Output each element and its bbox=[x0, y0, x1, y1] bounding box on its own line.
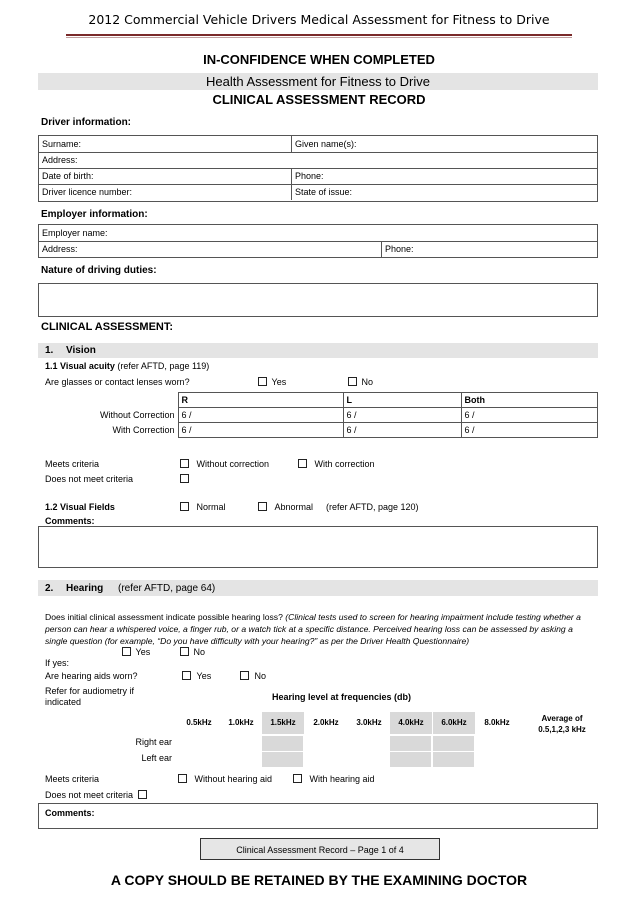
right-ear-4-0kHz-cell[interactable] bbox=[390, 735, 432, 751]
frequency-header: 2.0kHz bbox=[313, 718, 339, 727]
driver-heading: Driver information: bbox=[41, 117, 132, 128]
refer-audiometry bbox=[45, 686, 134, 708]
aids-no-label: No bbox=[254, 671, 267, 681]
glasses-yes-label: Yes bbox=[271, 377, 287, 387]
fields-abnormal-label: Abnormal bbox=[274, 502, 314, 512]
left-ear-0-5kHz-cell[interactable] bbox=[178, 751, 220, 767]
frequency-header: 8.0kHz bbox=[484, 718, 510, 727]
hearing-loss-yes-checkbox[interactable] bbox=[122, 647, 131, 656]
without-aid-option[interactable] bbox=[178, 774, 272, 784]
with-aid-option[interactable] bbox=[293, 774, 375, 784]
left-ear-label: Left ear bbox=[141, 753, 172, 763]
hearing-ref: (refer AFTD, page 64) bbox=[118, 583, 216, 594]
with-aid-checkbox[interactable] bbox=[293, 774, 302, 783]
without-correction-label: Without Correction bbox=[99, 410, 175, 420]
vision-without-correction-option[interactable] bbox=[180, 459, 269, 469]
fields-normal-checkbox[interactable] bbox=[180, 502, 189, 511]
page-footer: Clinical Assessment Record – Page 1 of 4 bbox=[200, 838, 440, 860]
vision-with-correction-checkbox[interactable] bbox=[298, 459, 307, 468]
surname-field[interactable]: Surname: bbox=[42, 139, 82, 149]
with-both-cell[interactable]: 6 / bbox=[461, 423, 598, 438]
duties-heading: Nature of driving duties: bbox=[41, 265, 157, 276]
dob-field[interactable]: Date of birth: bbox=[42, 171, 94, 181]
acuity-line bbox=[45, 361, 209, 371]
glasses-question: Are glasses or contact lenses worn? bbox=[45, 377, 190, 387]
aids-no-option[interactable] bbox=[240, 671, 266, 681]
left-ear-average-cell[interactable] bbox=[526, 751, 598, 767]
hearing-levels-title: Hearing level at frequencies (db) bbox=[272, 692, 412, 702]
left-ear-8-0kHz-cell[interactable] bbox=[476, 751, 518, 767]
hearing-number: 2. bbox=[45, 583, 54, 594]
fields-ref: (refer AFTD, page 120) bbox=[326, 502, 419, 512]
duties-textarea[interactable] bbox=[38, 283, 598, 317]
confidence-title: IN-CONFIDENCE WHEN COMPLETED bbox=[203, 52, 435, 67]
without-both-cell[interactable]: 6 / bbox=[461, 408, 598, 423]
given-names-field[interactable]: Given name(s): bbox=[291, 136, 597, 152]
clinical-heading: CLINICAL ASSESSMENT: bbox=[41, 321, 174, 333]
glasses-no-checkbox[interactable] bbox=[348, 377, 357, 386]
right-ear-1-0kHz-cell[interactable] bbox=[220, 735, 262, 751]
hearing-question-note: (Clinical tests used to screen for hearing impairment include testing whether a person can hear a whispered voice, a finger rub, or a watch tick at a specific distance. Perceived hearing loss can be assessed by asking a single question (for example, “Do you have difficulty with your hearing?” as per the Driver Health Questionnaire) bbox=[45, 612, 581, 646]
vision-not-meets-option[interactable] bbox=[180, 474, 189, 484]
fields-normal-label: Normal bbox=[196, 502, 226, 512]
left-ear-1-0kHz-cell[interactable] bbox=[220, 751, 262, 767]
col-both: Both bbox=[461, 393, 598, 408]
vision-without-correction-label: Without correction bbox=[196, 459, 270, 469]
refer-audiometry-line2: indicated bbox=[45, 697, 82, 707]
glasses-yes-option[interactable] bbox=[258, 377, 286, 387]
left-ear-4-0kHz-cell[interactable] bbox=[390, 751, 432, 767]
vision-bar bbox=[38, 343, 598, 358]
aids-no-checkbox[interactable] bbox=[240, 671, 249, 680]
employer-phone-field[interactable]: Phone: bbox=[381, 241, 597, 257]
glasses-yes-checkbox[interactable] bbox=[258, 377, 267, 386]
fields-abnormal-option[interactable] bbox=[258, 502, 313, 512]
employer-form bbox=[38, 224, 598, 258]
with-correction-label: With Correction bbox=[112, 425, 175, 435]
vision-not-meets-checkbox[interactable] bbox=[180, 474, 189, 483]
hearing-not-meets bbox=[45, 790, 147, 800]
without-aid-checkbox[interactable] bbox=[178, 774, 187, 783]
with-aid-label: With hearing aid bbox=[309, 774, 375, 784]
average-header-line2: 0.5,1,2,3 kHz bbox=[538, 725, 586, 734]
hearing-comments-label: Comments: bbox=[45, 808, 95, 818]
state-field[interactable]: State of issue: bbox=[291, 184, 597, 200]
refer-audiometry-line1: Refer for audiometry if bbox=[45, 686, 135, 696]
header-rule bbox=[66, 34, 572, 36]
right-ear-8-0kHz-cell[interactable] bbox=[476, 735, 518, 751]
vision-number: 1. bbox=[45, 345, 54, 356]
without-left-cell[interactable]: 6 / bbox=[343, 408, 461, 423]
hearing-bar bbox=[38, 580, 598, 596]
fields-abnormal-checkbox[interactable] bbox=[258, 502, 267, 511]
hearing-not-meets-checkbox[interactable] bbox=[138, 790, 147, 799]
frequency-header: 1.5kHz bbox=[262, 712, 304, 734]
acuity-heading: Visual acuity bbox=[60, 361, 115, 371]
hearing-question-main: Does initial clinical assessment indicate possible hearing loss? bbox=[45, 612, 283, 622]
hearing-loss-no-option[interactable] bbox=[180, 647, 205, 657]
visual-fields-heading: 1.2 Visual Fields bbox=[45, 502, 115, 512]
glasses-no-label: No bbox=[361, 377, 374, 387]
col-right: R bbox=[178, 393, 343, 408]
col-left: L bbox=[343, 393, 461, 408]
hearing-loss-no-label: No bbox=[193, 647, 206, 657]
frequency-header: 1.0kHz bbox=[228, 718, 254, 727]
if-yes-label: If yes: bbox=[45, 658, 70, 668]
without-right-cell[interactable]: 6 / bbox=[178, 408, 343, 423]
vision-without-correction-checkbox[interactable] bbox=[180, 459, 189, 468]
vision-heading: Vision bbox=[66, 345, 96, 356]
running-header: 2012 Commercial Vehicle Drivers Medical Assessment for Fitness to Drive bbox=[88, 12, 550, 27]
acuity-ref: (refer AFTD, page 119) bbox=[117, 361, 210, 371]
left-ear-2-0kHz-cell[interactable] bbox=[305, 751, 347, 767]
employer-name-field[interactable]: Employer name: bbox=[42, 228, 108, 238]
hearing-comments-box[interactable] bbox=[38, 803, 598, 829]
vision-meets-label: Meets criteria bbox=[45, 459, 100, 469]
driver-phone-field[interactable]: Phone: bbox=[291, 168, 597, 184]
without-aid-label: Without hearing aid bbox=[194, 774, 273, 784]
average-header bbox=[526, 713, 598, 735]
frequency-header: 3.0kHz bbox=[356, 718, 382, 727]
left-ear-1-5kHz-cell[interactable] bbox=[262, 751, 304, 767]
acuity-table bbox=[38, 392, 598, 438]
driver-address-field[interactable]: Address: bbox=[42, 155, 78, 165]
right-ear-0-5kHz-cell[interactable] bbox=[178, 735, 220, 751]
average-header-line1: Average of bbox=[541, 714, 583, 723]
right-ear-2-0kHz-cell[interactable] bbox=[305, 735, 347, 751]
hearing-loss-yes-label: Yes bbox=[135, 647, 151, 657]
aids-yes-label: Yes bbox=[196, 671, 212, 681]
record-title: CLINICAL ASSESSMENT RECORD bbox=[212, 92, 426, 107]
with-left-cell[interactable]: 6 / bbox=[343, 423, 461, 438]
fields-normal-option[interactable] bbox=[180, 502, 226, 512]
left-ear-6-0kHz-cell[interactable] bbox=[433, 751, 475, 767]
right-ear-1-5kHz-cell[interactable] bbox=[262, 735, 304, 751]
acuity-number: 1.1 bbox=[45, 361, 58, 371]
frequency-header: 6.0kHz bbox=[433, 712, 475, 734]
frequency-header: 0.5kHz bbox=[186, 718, 212, 727]
licence-field[interactable]: Driver licence number: bbox=[42, 187, 133, 197]
aids-yes-option[interactable] bbox=[182, 671, 211, 681]
glasses-no-option[interactable] bbox=[348, 377, 373, 387]
hearing-loss-no-checkbox[interactable] bbox=[180, 647, 189, 656]
left-ear-3-0kHz-cell[interactable] bbox=[348, 751, 390, 767]
right-ear-label: Right ear bbox=[135, 737, 172, 747]
vision-not-meets-label: Does not meet criteria bbox=[45, 474, 134, 484]
vision-with-correction-label: With correction bbox=[314, 459, 375, 469]
hearing-meets-label: Meets criteria bbox=[45, 774, 100, 784]
employer-address-field[interactable]: Address: bbox=[42, 244, 78, 254]
right-ear-average-cell[interactable] bbox=[526, 735, 598, 751]
hearing-not-meets-label: Does not meet criteria bbox=[45, 790, 134, 800]
subtitle-bar: Health Assessment for Fitness to Drive bbox=[38, 73, 598, 90]
with-right-cell[interactable]: 6 / bbox=[178, 423, 343, 438]
vision-comments-label: Comments: bbox=[45, 516, 95, 526]
bottom-notice: A COPY SHOULD BE RETAINED BY THE EXAMINING DOCTOR bbox=[110, 872, 528, 888]
vision-comments-box[interactable] bbox=[38, 526, 598, 568]
right-ear-3-0kHz-cell[interactable] bbox=[348, 735, 390, 751]
header-rule-thin bbox=[66, 37, 572, 38]
right-ear-6-0kHz-cell[interactable] bbox=[433, 735, 475, 751]
aids-question: Are hearing aids worn? bbox=[45, 671, 138, 681]
frequency-header: 4.0kHz bbox=[390, 712, 432, 734]
hearing-heading: Hearing bbox=[66, 583, 104, 594]
vision-with-correction-option[interactable] bbox=[298, 459, 375, 469]
hearing-loss-yes-option[interactable] bbox=[122, 647, 150, 657]
aids-yes-checkbox[interactable] bbox=[182, 671, 191, 680]
employer-heading: Employer information: bbox=[41, 209, 148, 220]
driver-form bbox=[38, 135, 598, 202]
hearing-question bbox=[45, 611, 593, 647]
